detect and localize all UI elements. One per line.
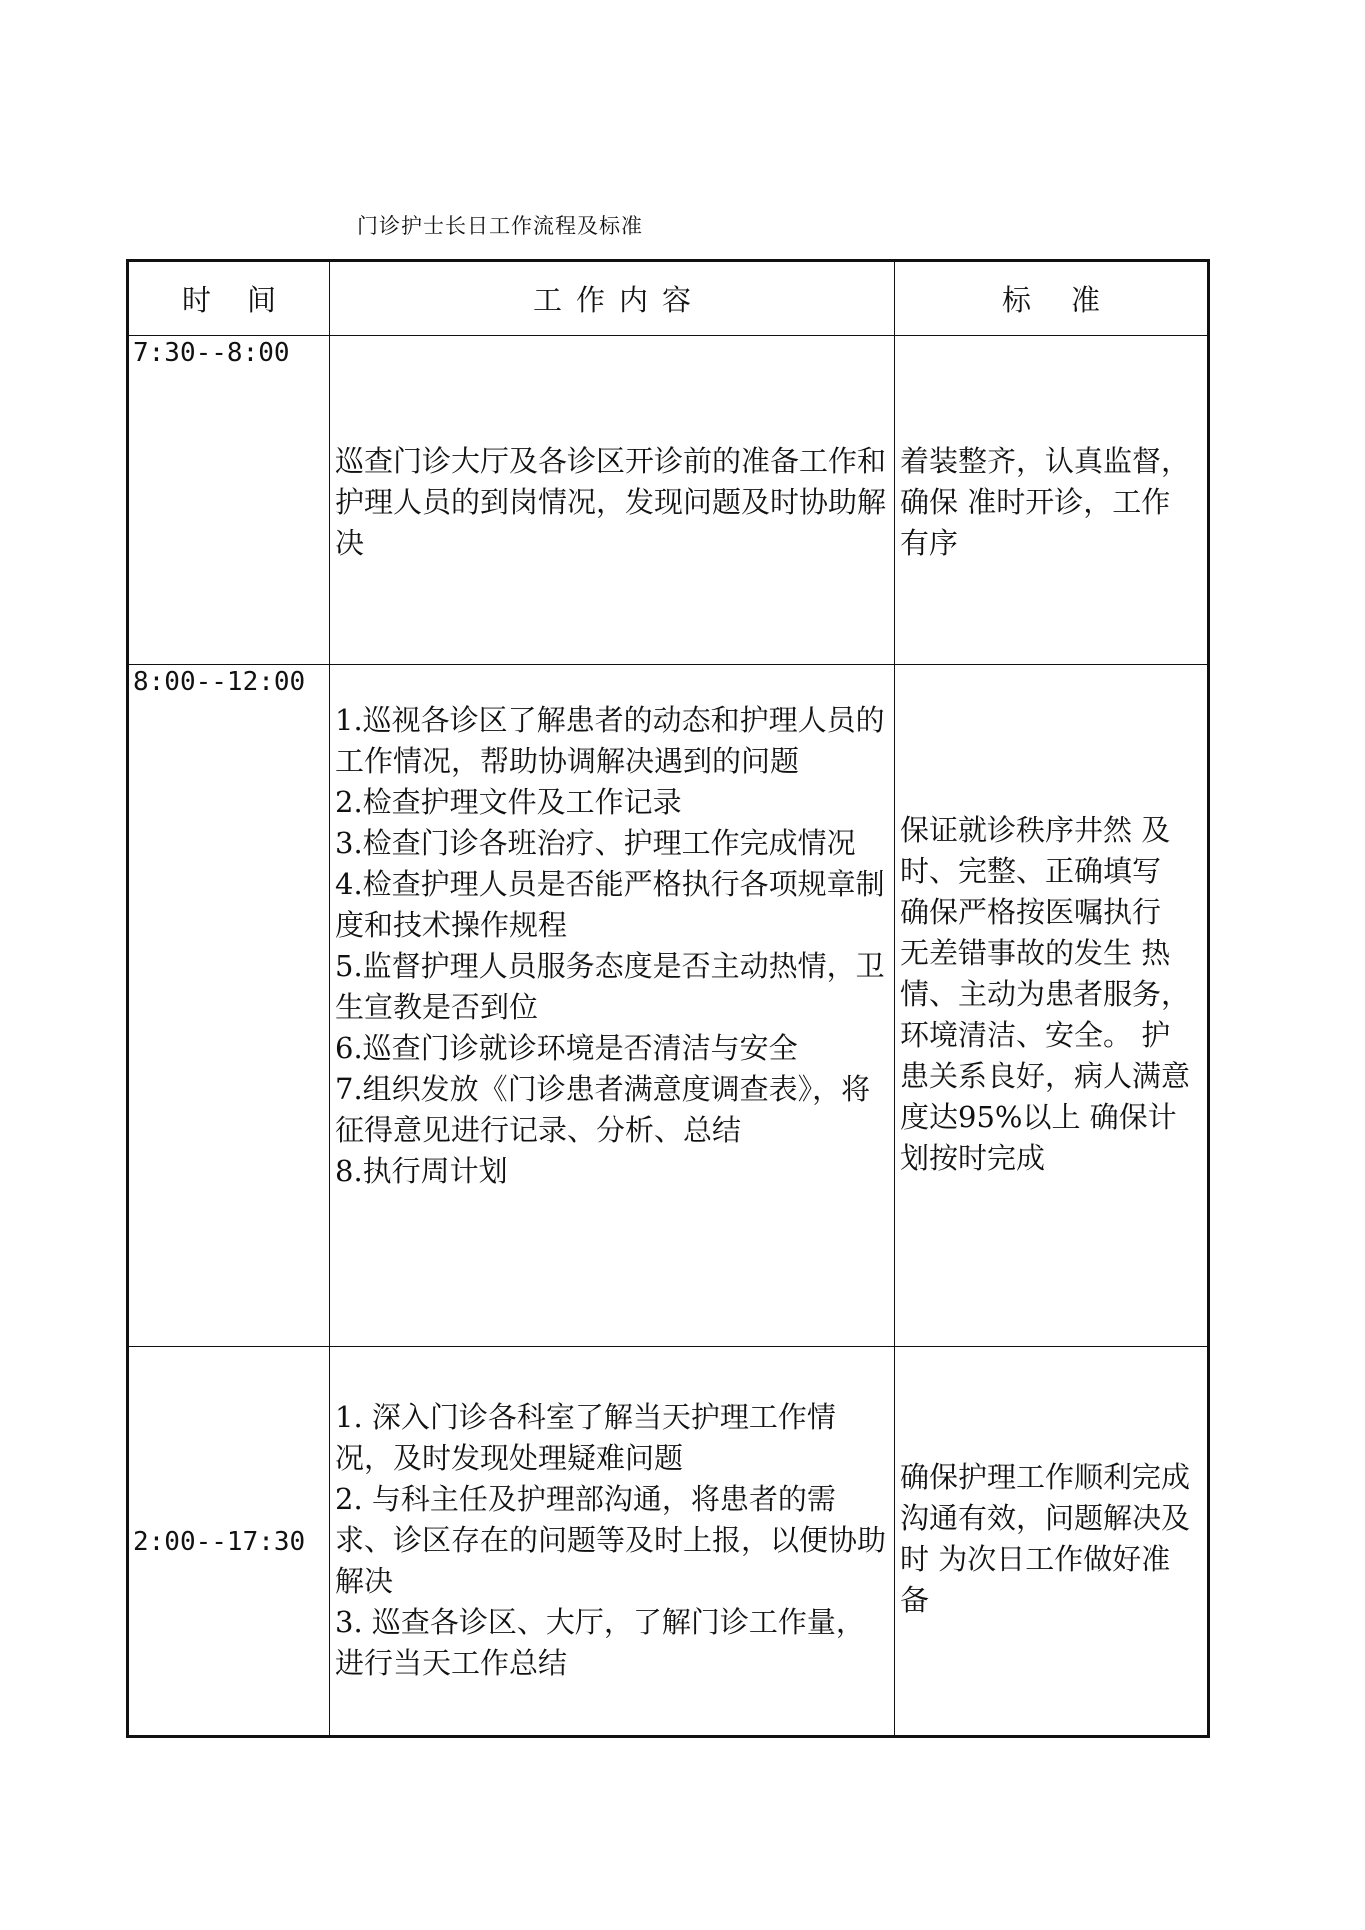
time-cell: 2:00--17:30 [128, 1347, 330, 1737]
content-item: 2. 与科主任及护理部沟通，将患者的需求、诊区存在的问题等及时上报，以便协助解决 [335, 1482, 887, 1598]
content-item: 4.检查护理人员是否能严格执行各项规章制度和技术操作规程 [335, 867, 885, 942]
table-row [128, 1347, 1209, 1737]
content-item: 7.组织发放《门诊患者满意度调查表》，将征得意见进行记录、分析、总结 [335, 1072, 871, 1147]
standard-text: 确保护理工作顺利完成 沟通有效，问题解决及时 为次日工作做好准备 [900, 1460, 1191, 1617]
content-item: 5.监督护理人员服务态度是否主动热情，卫生宣教是否到位 [335, 949, 885, 1024]
standard-text: 着装整齐，认真监督，确保 准时开诊，工作有序 [900, 444, 1191, 560]
content-cell [330, 1347, 895, 1737]
content-list [330, 665, 894, 1192]
content-text: 巡查门诊大厅及各诊区开诊前的准备工作和护理人员的到岗情况，发现问题及时协助解决 [335, 444, 887, 560]
time-cell: 8:00--12:00 [128, 665, 330, 1347]
content-item: 2.检查护理文件及工作记录 [335, 785, 682, 819]
standard-cell [895, 1347, 1209, 1737]
table-row [128, 665, 1209, 1347]
content-item: 1. 深入门诊各科室了解当天护理工作情况，及时发现处理疑难问题 [335, 1400, 836, 1475]
schedule-table [126, 259, 1210, 1738]
time-cell: 7:30--8:00 [128, 336, 330, 665]
content-item: 6.巡查门诊就诊环境是否清洁与安全 [335, 1031, 798, 1065]
header-time: 时间 [128, 261, 330, 336]
table-header-row [128, 261, 1209, 336]
header-content: 工作内容 [330, 261, 895, 336]
content-item: 3. 巡查各诊区、大厅，了解门诊工作量，进行当天工作总结 [335, 1605, 865, 1680]
content-item: 8.执行周计划 [335, 1154, 508, 1188]
content-cell [330, 665, 895, 1347]
content-list [330, 1347, 894, 1684]
standard-cell [895, 336, 1209, 665]
content-item: 3.检查门诊各班治疗、护理工作完成情况 [335, 826, 856, 860]
document-title: 门诊护士长日工作流程及标准 [357, 214, 643, 238]
standard-cell [895, 665, 1209, 1347]
content-item: 1.巡视各诊区了解患者的动态和护理人员的工作情况，帮助协调解决遇到的问题 [335, 703, 885, 778]
content-cell [330, 336, 895, 665]
header-standard: 标准 [895, 261, 1209, 336]
standard-text: 保证就诊秩序井然 及时、完整、正确填写 确保严格按医嘱执行 无差错事故的发生 热情、主动为患者服务， 环境清洁、安全。 护患关系良好，病人满意度达95%以上 确保计划按时完成 [900, 813, 1191, 1175]
table-row [128, 336, 1209, 665]
